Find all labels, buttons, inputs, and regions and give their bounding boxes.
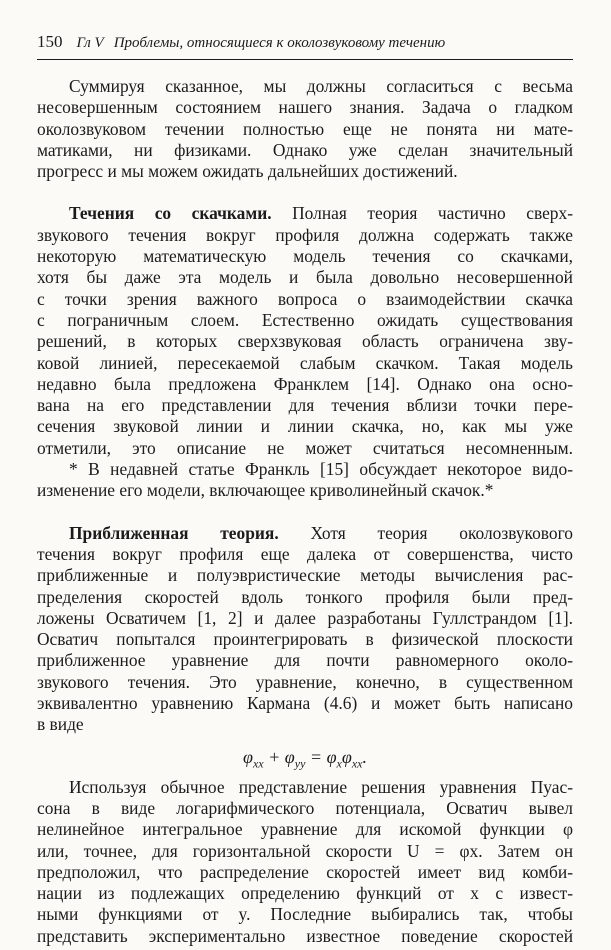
text-line: Суммируя сказанное, мы должны согласиться с весьма [69, 76, 573, 96]
text-line: хотя бы даже эта модель и была довольно несовершенной [37, 267, 573, 288]
text-line: вана на его представлении для течения вблизи точки пере- [37, 395, 573, 416]
equation-period: . [362, 746, 367, 767]
text-line: течения вокруг профиля еще далека от совершенства, чисто [37, 543, 573, 564]
text-line: звукового течения вокруг профиля должна содержать также [37, 224, 573, 245]
equation-subscript: x [336, 756, 342, 771]
equation-term: φ [341, 746, 352, 767]
text-line: сона в виде логарифмического потенциала, Осватич вывел [37, 797, 573, 818]
equation-subscript: xx [351, 756, 363, 771]
equation-term: φ [326, 746, 337, 767]
text-line: в виде [37, 714, 84, 735]
text-line [37, 523, 573, 544]
text-line: звукового течения. Это уравнение, конечно, в существенном [37, 671, 573, 692]
text-line: нелинейное интегральное уравнение для искомой функции φ [37, 819, 573, 840]
text-line: нации из подлежащих определению функций от x с извест- [37, 883, 573, 904]
text-line: или, точнее, для горизонтальной скорости U = φx. Затем он [37, 840, 573, 861]
paragraph-shock-flows [37, 203, 573, 501]
text-line: эквивалентно уравнению Кармана (4.6) и может быть написано [37, 693, 573, 714]
paragraph-summary [37, 76, 573, 182]
text-line: некоторую математическую модель течения со скачками, [37, 246, 573, 267]
note-line: * В недавней статье Франкль [15] обсуждает некоторое видо- [69, 459, 573, 480]
text-line: околозвуковом течении полностью еще не понята ни мате- [37, 118, 573, 139]
text-line: несовершенным состоянием нашего знания. Задача о гладком [37, 97, 573, 118]
text-line: Используя обычное представление решения уравнения Пуас- [69, 776, 573, 797]
text-line: с точки зрения важного вопроса о взаимодействии скачка [37, 288, 573, 309]
text-line: приближенные и полуэвристические методы вычисления рас- [37, 565, 573, 586]
paragraph-approximate-theory [37, 523, 573, 736]
text-line: сечения звуковой линии и линии скачка, но, как мы уже [37, 416, 573, 437]
chapter-label: Гл V [76, 35, 104, 51]
section-heading: Течения со скачками. [69, 203, 272, 224]
section-heading: Приближенная теория. [69, 522, 279, 543]
text-line: решений, в которых сверхзвуковая область ограничена зву- [37, 331, 573, 352]
text-line: предположил, что распределение скоростей имеет вид комби- [37, 861, 573, 882]
text-line: пределения скоростей вдоль тонкого профиля были пред- [37, 586, 573, 607]
text-line: с пограничным слоем. Естественно ожидать существования [37, 309, 573, 330]
book-page [37, 32, 573, 947]
note-line: изменение его модели, включающее криволинейный скачок.* [37, 480, 494, 501]
text-line: прогресс и мы можем ожидать дальнейших достижений. [37, 161, 458, 182]
text-line: ковой линией, пересекаемой слабым скачком. Такая модель [37, 352, 573, 373]
equation-term: φ [243, 746, 253, 767]
text-fragment: Хотя теория околозвукового [310, 522, 573, 543]
text-line: приближенное уравнение для почти равномерного около- [37, 650, 573, 671]
chapter-title: Проблемы, относящиеся к околозвуковому течению [113, 35, 446, 51]
text-line [37, 203, 573, 224]
running-header [37, 32, 573, 60]
text-fragment: Полная теория частично сверх- [292, 203, 573, 224]
equation-term: φ [284, 746, 295, 767]
text-line: ными функциями от y. Последние выбирались так, чтобы [37, 904, 573, 925]
page-number: 150 [37, 32, 63, 51]
text-line: матиками, ни физиками. Однако уже сделан значительный [37, 139, 573, 160]
text-line: представить экспериментально известное поведение скоростей [37, 925, 573, 946]
paragraph-oswatitsch-method [37, 777, 573, 947]
equation [37, 742, 573, 772]
text-line: недавно была предложена Франклем [14]. Однако она осно- [37, 373, 573, 394]
equation-subscript: xx [252, 756, 264, 771]
equation-subscript: yy [294, 756, 306, 771]
text-line: отметили, это описание не может считаться несомненным. [37, 437, 573, 458]
equation-operator: + [263, 746, 285, 767]
text-line: Осватич попытался проинтегрировать в физической плоскости [37, 629, 573, 650]
text-line: ложены Осватичем [1, 2] и далее разработаны Гуллстрандом [1]. [37, 607, 573, 628]
equation-operator: = [305, 746, 327, 767]
